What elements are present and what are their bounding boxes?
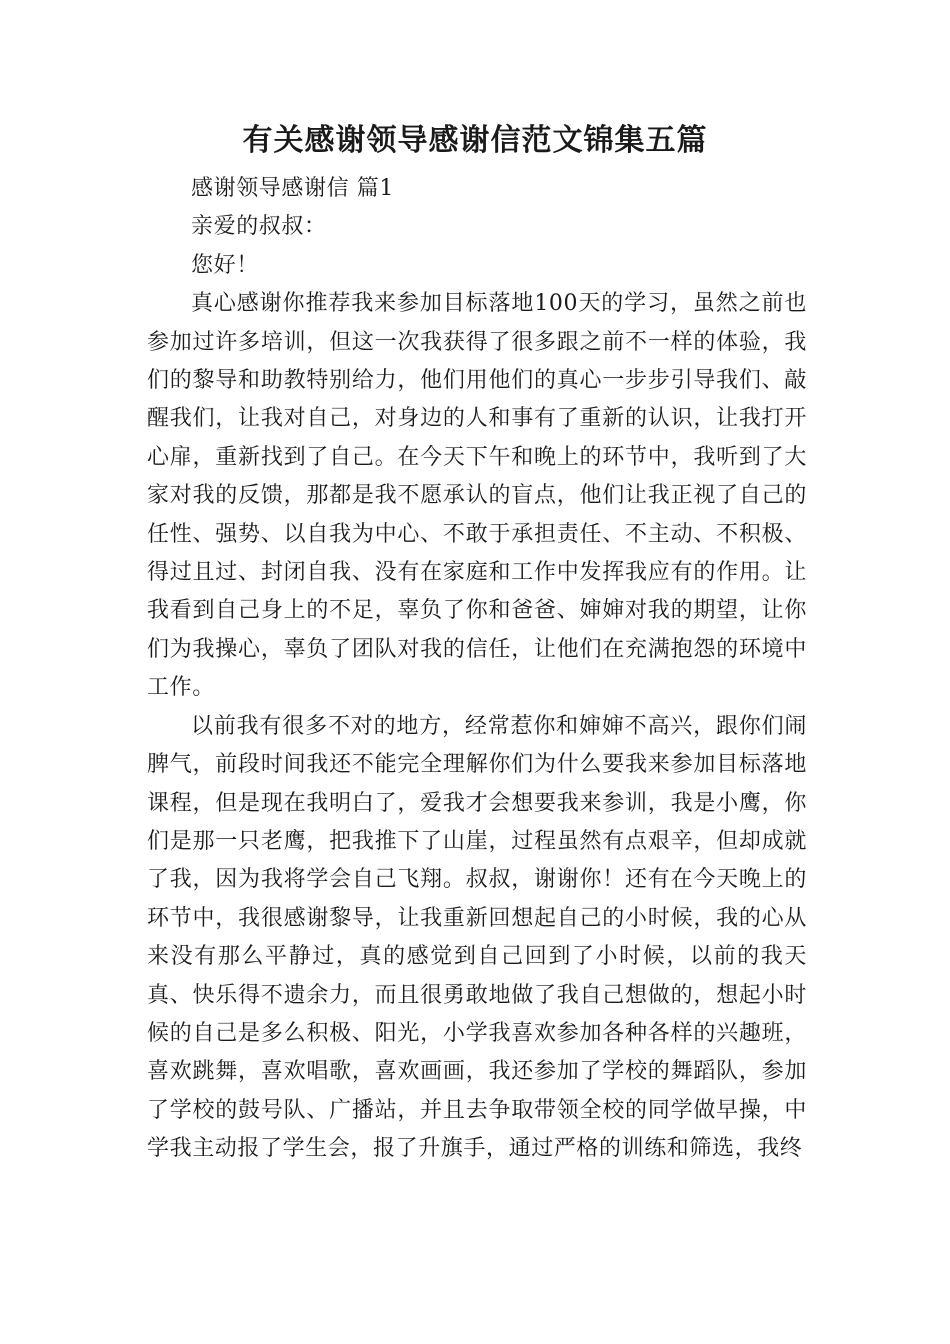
body-paragraph: 以前我有很多不对的地方，经常惹你和婶婶不高兴，跟你们闹脾气，前段时间我还不能完全理解你们为什么要我来参加目标落地课程，但是现在我明白了，爱我才会想要我来参训，我是小鹰，你们是那一只老鹰，把我推下了山崖，过程虽然有点艰辛，但却成就了我，因为我将学会自己飞翔。叔叔，谢谢你！还有在今天晚上的环节中，我很感谢黎导，让我重新回想起自己的小时候，我的心从来没有那么平静过，真的感觉到自己回到了小时候，以前的我天真、快乐得不遗余力，而且很勇敢地做了我自己想做的，想起小时候的自己是多么积极、阳光，小学我喜欢参加各种各样的兴趣班，喜欢跳舞，喜欢唱歌，喜欢画画，我还参加了学校的舞蹈队，参加了学校的鼓号队、广播站，并且去争取带领全校的同学做早操，中学我主动报了学生会，报了升旗手，通过严格的训练和筛选，我终 bbox=[147, 713, 807, 1162]
salutation: 亲爱的叔叔： bbox=[191, 214, 327, 240]
body-paragraph: 真心感谢你推荐我来参加目标落地100天的学习，虽然之前也参加过许多培训，但这一次我获得了很多跟之前不一样的体验，我们的黎导和助教特别给力，他们用他们的真心一步步引导我们、敲醒我们，让我对自己，对身边的人和事有了重新的认识，让我打开心扉，重新找到了自己。在今天下午和晚上的环节中，我听到了大家对我的反馈，那都是我不愿承认的盲点，他们让我正视了自己的任性、强势、以自我为中心、不敢于承担责任、不主动、不积极、得过且过、封闭自我、没有在家庭和工作中发挥我应有的作用。让我看到自己身上的不足，辜负了你和爸爸、婶婶对我的期望，让你们为我操心，辜负了团队对我的信任，让他们在充满抱怨的环境中工作。 bbox=[147, 291, 807, 701]
document-title: 有关感谢领导感谢信范文锦集五篇 bbox=[242, 123, 708, 158]
section-heading: 感谢领导感谢信 篇1 bbox=[191, 176, 394, 201]
document-body bbox=[147, 170, 807, 1169]
greeting: 您好！ bbox=[191, 252, 259, 278]
